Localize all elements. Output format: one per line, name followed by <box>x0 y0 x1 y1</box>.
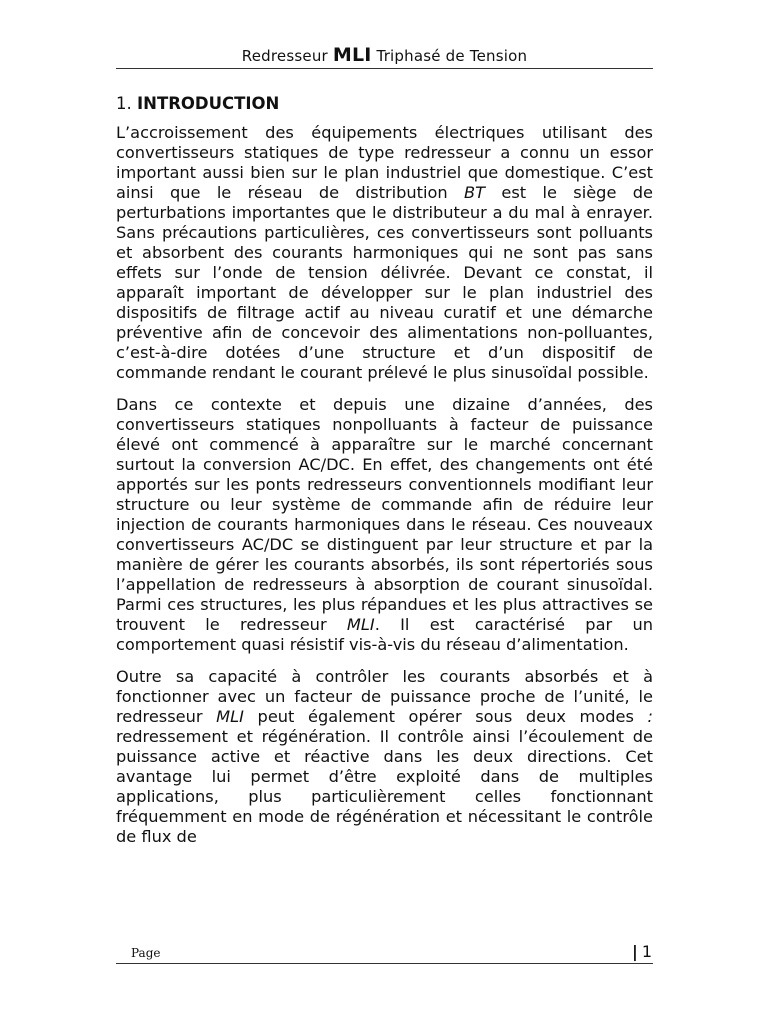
text-run: Dans ce contexte et depuis une dizaine d’années, des convertisseurs statiques nonpolluants à facteur de puissance élevé ont commencé à apparaître sur le marché concernant surtout la conversion AC/DC. En effet, des changements ont été apportés sur les ponts redresseurs conventionnels modifiant leur structure ou leur système de commande afin de réduire leur injection de courants harmoniques dans le réseau. Ces nouveaux convertisseurs AC/DC se distinguent par leur structure et par la manière de gérer les courants absorbés, ils sont répertoriés sous l’appellation de redresseurs à absorption de courant sinusoïdal. Parmi ces structures, les plus répandues et les plus attractives se trouvent le redresseur <box>116 395 653 634</box>
italic-run: BT <box>464 183 486 202</box>
running-header <box>116 44 653 67</box>
header-text-strong: MLI <box>332 44 372 66</box>
page-body <box>116 93 653 859</box>
footer-rule <box>116 963 653 964</box>
text-run: L’accroissement des équipements électriques utilisant des convertisseurs statiques de type redresseur a connu un essor important aussi bien sur le plan industriel que domestique. C’est ainsi que le réseau de distribution <box>116 123 653 202</box>
italic-run: MLI <box>216 707 244 726</box>
header-text-after: Triphasé de Tension <box>371 47 528 65</box>
body-paragraph <box>116 395 653 655</box>
section-title: INTRODUCTION <box>137 94 280 113</box>
footer-page-label: Page <box>131 946 161 960</box>
paragraph-list <box>116 123 653 847</box>
text-run: est le siège de perturbations importantes que le distributeur a du mal à enrayer. Sans précautions particulières, ces convertisseurs sont polluants et absorbent des courants harmoniques qui ne sont pas sans effets sur l’onde de tension délivrée. Devant ce constat, il apparaît important de développer sur le plan industriel des dispositifs de filtrage actif au niveau curatif et une démarche préventive afin de concevoir des alimentations non-polluantes, c’est-à-dire dotées d’une structure et d’un dispositif de commande rendant le courant prélevé le plus sinusoïdal possible. <box>116 183 653 382</box>
text-run: redressement et régénération. Il contrôle ainsi l’écoulement de puissance active et réactive dans les deux directions. Cet avantage lui permet d’être exploité dans de multiples applications, plus particulièrement celles fonctionnant fréquemment en mode de régénération et nécessitant le contrôle de flux de <box>116 727 653 846</box>
header-rule <box>116 68 653 69</box>
footer-page-number-group <box>632 942 652 962</box>
italic-run: MLI <box>346 615 375 634</box>
text-run: . Il est caractérisé par un comportement quasi résistif vis-à-vis du réseau d’alimentation. <box>116 615 653 654</box>
section-heading <box>116 93 653 115</box>
footer-page-number: 1 <box>641 942 652 961</box>
italic-run: : <box>647 707 653 726</box>
header-text-before: Redresseur <box>241 47 333 65</box>
text-run: peut également opérer sous deux modes <box>243 707 648 726</box>
section-number: 1. <box>116 94 132 113</box>
body-paragraph <box>116 667 653 847</box>
text-run: Outre sa capacité à contrôler les courants absorbés et à fonctionner avec un facteur de puissance proche de l’unité, le redresseur <box>116 667 653 726</box>
footer-separator: | <box>631 942 638 961</box>
body-paragraph <box>116 123 653 383</box>
